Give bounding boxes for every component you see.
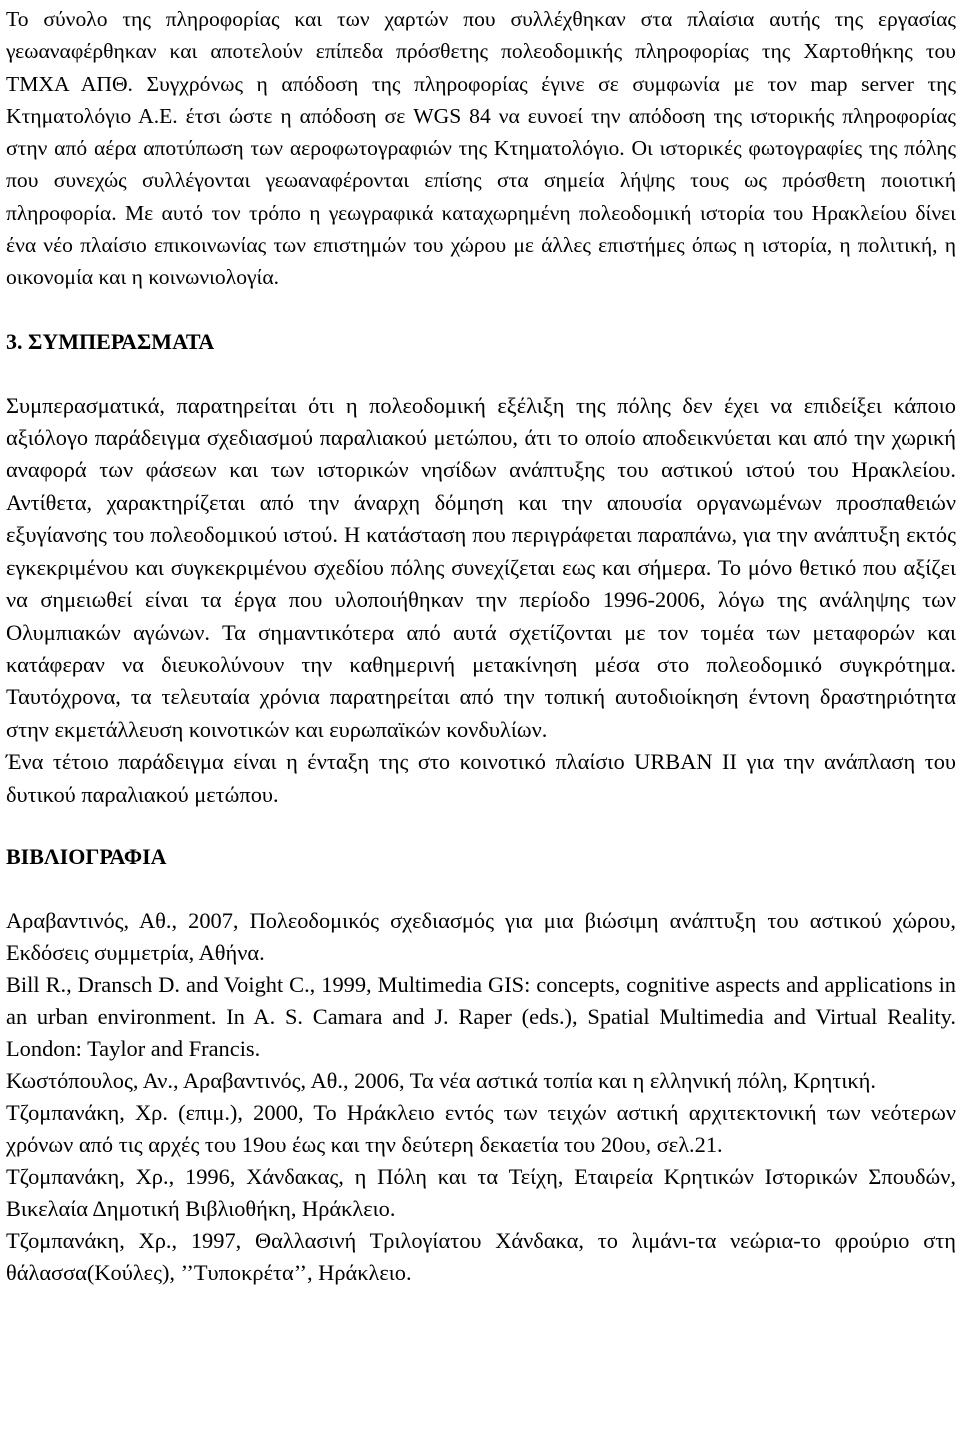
conclusions-paragraph-2: Ένα τέτοιο παράδειγμα είναι η ένταξη της στο κοινοτικό πλαίσιο URBAN II για την ανάπλαση του δυτικού παραλιακού μετώπου. [6,749,956,807]
bibliography-heading: ΒΙΒΛΙΟΓΡΑΦΙΑ [6,843,167,869]
reference-item: Κωστόπουλος, Αν., Αραβαντινός, Αθ., 2006, Τα νέα αστικά τοπία και η ελληνική πόλη, Κρητική. [6,1067,876,1093]
reference-item: Αραβαντινός, Αθ., 2007, Πολεοδομικός σχεδιασμός για μια βιώσιμη ανάπτυξη του αστικού χώρου, Εκδόσεις συμμετρία, Αθήνα. [6,907,956,965]
reference-item: Τζομπανάκη, Χρ., 1997, Θαλλασινή Τριλογίατου Χάνδακα, το λιμάνι-τα νεώρια-το φρούριο στη θάλασσα(Κούλες), ’’Τυποκρέτα’’, Ηράκλειο. [6,1227,956,1285]
conclusions-heading: 3. ΣΥΜΠΕΡΑΣΜΑΤΑ [6,328,215,354]
reference-item: Τζομπανάκη, Χρ. (επιμ.), 2000, Το Ηράκλειο εντός των τειχών αστική αρχιτεκτονική των νεότερων χρόνων από τις αρχές του 19ου έως και την δεύτερη δεκαετία του 20ου, σελ.21. [6,1099,956,1157]
reference-list [6,905,956,1289]
reference-item: Bill R., Dransch D. and Voight C., 1999, Multimedia GIS: concepts, cognitive aspects and applications in an urban environment. In A. S. Camara and J. Raper (eds.), Spatial Multimedia and Virtual Reality. London: Taylor and Francis. [6,971,956,1061]
intro-paragraph: Το σύνολο της πληροφορίας και των χαρτών που συλλέχθηκαν στα πλαίσια αυτής της εργασίας γεωαναφέρθηκαν και αποτελούν επίπεδα πρόσθετης πολεοδομικής πληροφορίας της Χαρτοθήκης του ΤΜΧΑ ΑΠΘ. Συγχρόνως η απόδοση της πληροφορίας έγινε σε συμφωνία με τον map server της Κτηματολόγιο Α.Ε. έτσι ώστε η απόδοση σε WGS 84 να ευνοεί την απόδοση της ιστορικής πληροφορίας στην από αέρα αποτύπωση των αεροφωτογραφιών της Κτηματολόγιο. Οι ιστορικές φωτογραφίες της πόλης που συνεχώς συλλέγονται γεωαναφέρονται επίσης στα σημεία λήψης τους ως πρόσθετη ποιοτική πληροφορία. Με αυτό τον τρόπο η γεωγραφικά καταχωρημένη πολεοδομική ιστορία του Ηρακλείου δίνει ένα νέο πλαίσιο επικοινωνίας των επιστημών του χώρου με άλλες επιστήμες όπως η ιστορία, η πολιτική, η οικονομία και η κοινωνιολογία. [6,7,956,290]
document-page [6,0,956,1289]
reference-item: Τζομπανάκη, Χρ., 1996, Χάνδακας, η Πόλη και τα Τείχη, Εταιρεία Κρητικών Ιστορικών Σπουδών, Βικελαία Δημοτική Βιβλιοθήκη, Ηράκλειο. [6,1163,956,1221]
conclusions-paragraph: Συμπερασματικά, παρατηρείται ότι η πολεοδομική εξέλιξη της πόλης δεν έχει να επιδείξει κάποιο αξιόλογο παράδειγμα σχεδιασμού παραλιακού μετώπου, άτι το οποίο αποδεικνύεται και από την χωρική αναφορά των φάσεων και των ιστορικών νησίδων ανάπτυξης του αστικού ιστού του Ηρακλείου. Αντίθετα, χαρακτηρίζεται από την άναρχη δόμηση και την απουσία οργανωμένων προσπαθειών εξυγίανσης του πολεοδομικού ιστού. Η κατάσταση που περιγράφεται παραπάνω, για την ανάπτυξη εκτός εγκεκριμένου και συγκεκριμένου σχεδίου πόλης συνεχίζεται εως και σήμερα. Το μόνο θετικό που αξίζει να σημειωθεί είναι τα έργα που υλοποιήθηκαν την περίοδο 1996-2006, λόγω της ανάληψης των Ολυμπιακών αγώνων. Τα σημαντικότερα από αυτά σχετίζονται με τον τομέα των μεταφορών και κατάφεραν να διευκολύνουν την καθημερινή μετακίνηση μέσα στο πολεοδομικό συγκρότημα. Ταυτόχρονα, τα τελευταία χρόνια παρατηρείται από την τοπική αυτοδιοίκηση έντονη δραστηριότητα στην εκμετάλλευση κοινοτικών και ευρωπαϊκών κονδυλίων. [6,392,956,742]
